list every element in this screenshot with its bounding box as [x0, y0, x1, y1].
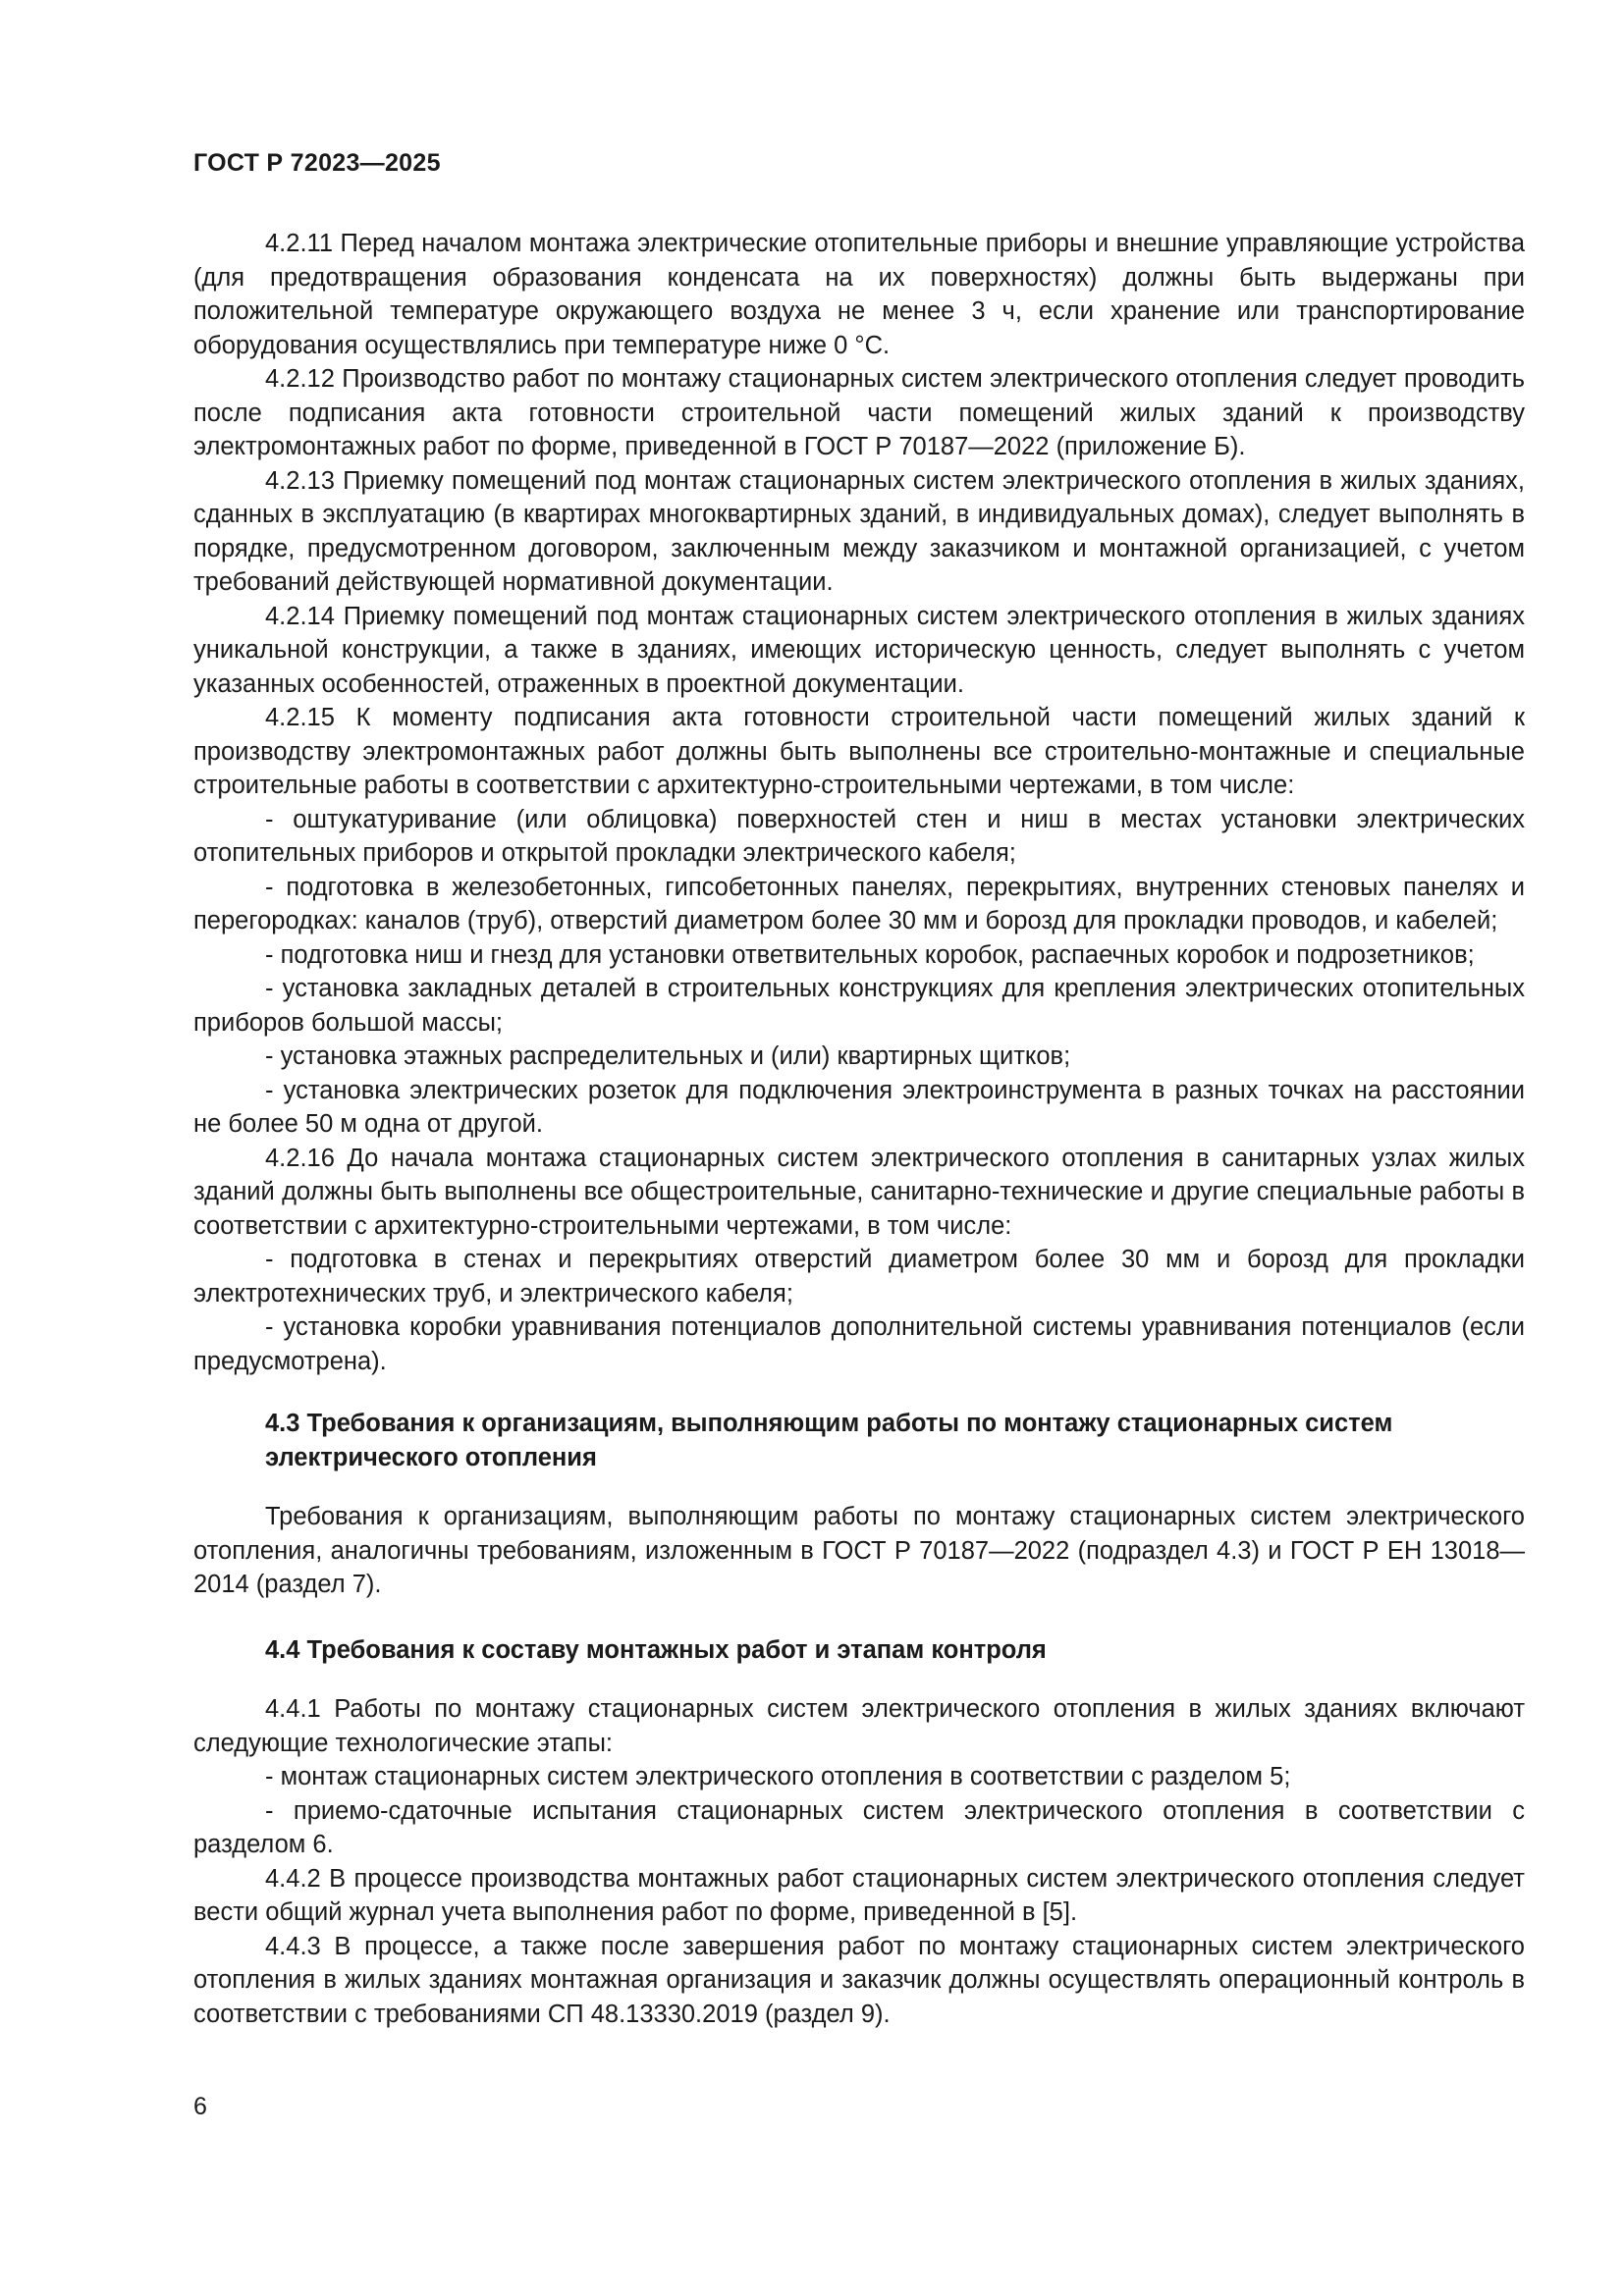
paragraph: 4.2.13 Приемку помещений под монтаж стационарных систем электрического отопления в жилых зданиях, сданных в эксплуатацию (в квартирах многоквартирных зданий, в индивидуальных домах), следует выполнять в порядке, предусмотренном договором, заключенным между заказчиком и монтажной организацией, с учетом требований действующей нормативной документации. — [193, 466, 1525, 596]
list-item: - монтаж стационарных систем электрического отопления в соответствии с разделом 5; — [265, 1763, 1291, 1790]
paragraph: 4.2.11 Перед началом монтажа электрические отопительные приборы и внешние управляющие устройства (для предотвращения образования конденсата на их поверхностях) должны быть выдержаны при положительной температуре окружающего воздуха не менее 3 ч, если хранение или транспортирование оборудования осуществлялись при температуре ниже 0 °С. — [193, 230, 1525, 359]
list-item: - подготовка ниш и гнезд для установки ответвительных коробок, распаечных коробок и подрозетников; — [265, 940, 1475, 969]
paragraph: 4.2.15 К моменту подписания акта готовности строительной части помещений жилых зданий к производству электромонтажных работ должны быть выполнены все строительно-монтажные и специальные строительные работы в соответствии с архитектурно-строительными чертежами, в том числе: — [193, 704, 1525, 799]
list-item: - установка коробки уравнивания потенциалов дополнительной системы уравнивания потенциалов (если предусмотрена). — [193, 1313, 1525, 1375]
list-item: - установка электрических розеток для подключения электроинструмента в разных точках на расстоянии не более 50 м одна от другой. — [193, 1076, 1525, 1138]
list-item: - установка закладных деталей в строительных конструкциях для крепления электрических отопительных приборов большой массы; — [193, 975, 1525, 1037]
paragraph: 4.2.16 До начала монтажа стационарных систем электрического отопления в санитарных узлах жилых зданий должны быть выполнены все общестроительные, санитарно-технические и другие специальные работы в соответствии с архитектурно-строительными чертежами, в том числе: — [193, 1144, 1525, 1240]
paragraph: 4.2.14 Приемку помещений под монтаж стационарных систем электрического отопления в жилых зданиях уникальной конструкции, а также в зданиях, имеющих историческую ценность, следует выполнять с учетом указанных особенностей, отраженных в проектной документации. — [193, 602, 1525, 698]
paragraph: 4.4.1 Работы по монтажу стационарных систем электрического отопления в жилых зданиях включают следующие технологические этапы: — [193, 1695, 1525, 1757]
page-number: 6 — [193, 2093, 207, 2120]
paragraph: 4.2.12 Производство работ по монтажу стационарных систем электрического отопления следует проводить после подписания акта готовности строительной части помещений жилых зданий к производству электромонтажных работ по форме, приведенной в ГОСТ Р 70187—2022 (приложение Б). — [193, 365, 1525, 460]
list-item: - подготовка в стенах и перекрытиях отверстий диаметром более 30 мм и борозд для прокладки электротехнических труб, и электрического кабеля; — [193, 1246, 1525, 1308]
paragraph: 4.4.2 В процессе производства монтажных работ стационарных систем электрического отопления следует вести общий журнал учета выполнения работ по форме, приведенной в [5]. — [193, 1864, 1525, 1926]
list-item: - оштукатуривание (или облицовка) поверхностей стен и ниш в местах установки электрических отопительных приборов и открытой прокладки электрического кабеля; — [193, 805, 1525, 867]
paragraph: 4.4.3 В процессе, а также после завершения работ по монтажу стационарных систем электрического отопления в жилых зданиях монтажная организация и заказчик должны осуществлять операционный контроль в соответствии с требованиями СП 48.13330.2019 (раздел 9). — [193, 1932, 1525, 2028]
list-item: - приемо-сдаточные испытания стационарных систем электрического отопления в соответствии с разделом 6. — [193, 1796, 1525, 1858]
section-heading: 4.3 Требования к организациям, выполняющим работы по монтажу стационарных систем электрического отопления — [265, 1410, 1393, 1471]
section-heading: 4.4 Требования к составу монтажных работ и этапам контроля — [265, 1635, 1047, 1664]
list-item: - установка этажных распределительных и (или) квартирных щитков; — [265, 1042, 1071, 1070]
paragraph: Требования к организациям, выполняющим работы по монтажу стационарных систем электрического отопления, аналогичны требованиям, изложенным в ГОСТ Р 70187—2022 (подраздел 4.3) и ГОСТ Р ЕН 13018—2014 (раздел 7). — [193, 1503, 1525, 1598]
list-item: - подготовка в железобетонных, гипсобетонных панелях, перекрытиях, внутренних стеновых панелях и перегородках: каналов (труб), отверстий диаметром более 30 мм и борозд для прокладки проводов, и кабелей; — [193, 873, 1525, 934]
document-header: ГОСТ Р 72023—2025 — [193, 149, 441, 177]
document-body — [193, 227, 1525, 2031]
